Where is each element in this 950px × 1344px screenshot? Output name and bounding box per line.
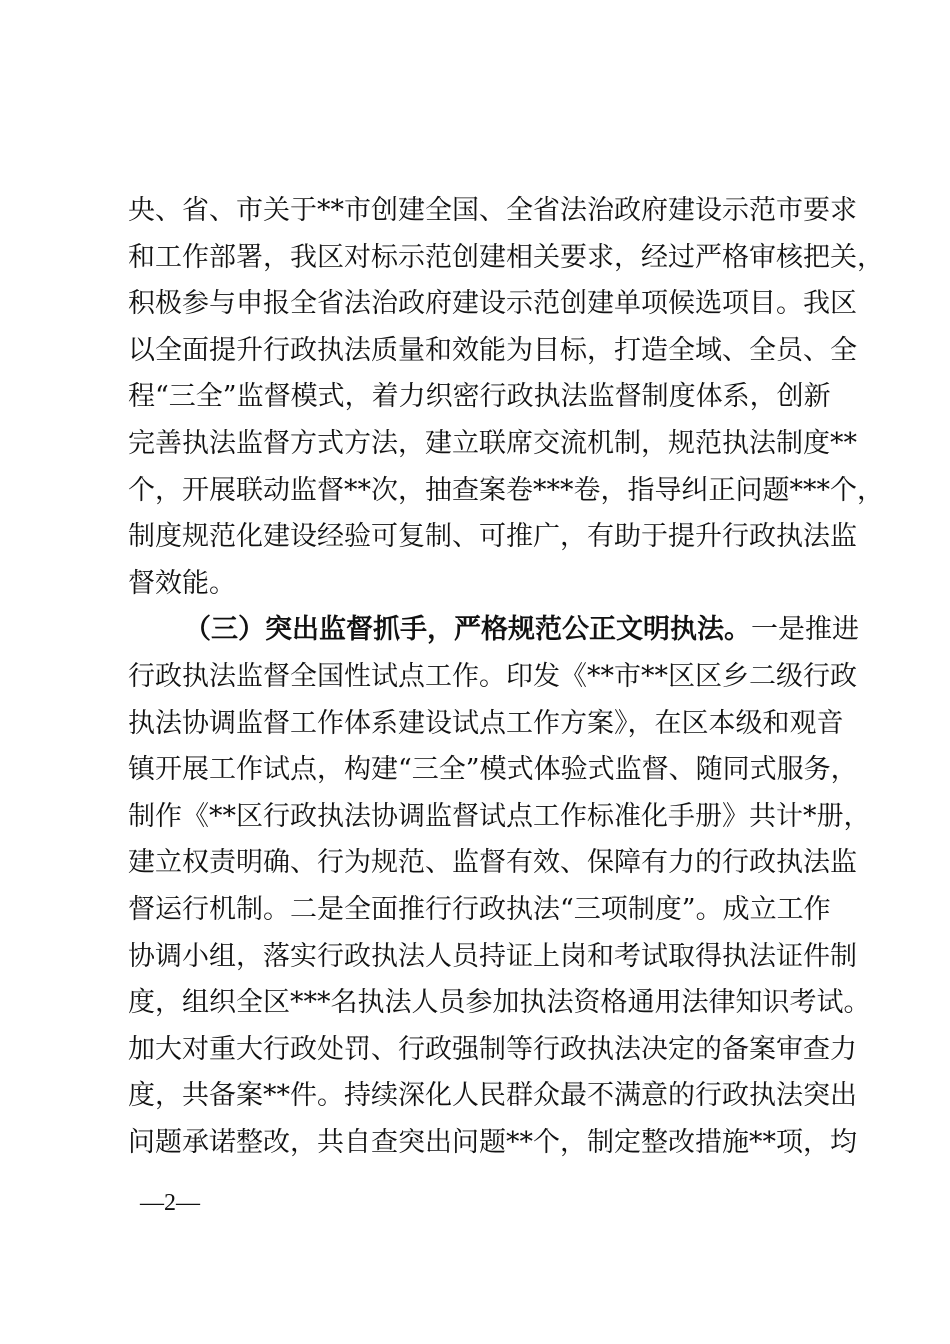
text-line: 协调小组，落实行政执法人员持证上岗和考试取得执法证件制 <box>128 940 857 972</box>
text-line: 镇开展工作试点，构建“三全”模式体验式监督、随同式服务， <box>128 754 858 786</box>
text-line: 央、省、市关于**市创建全国、全省法治政府建设示范市要求 <box>128 195 857 226</box>
text-line: 完善执法监督方式方法，建立联席交流机制，规范执法制度** <box>128 427 857 459</box>
text-line: 加大对重大行政处罚、行政强制等行政执法决定的备案审查力 <box>128 1033 857 1065</box>
text-line: 个，开展联动监督**次，抽查案卷***卷，指导纠正问题***个， <box>128 474 884 506</box>
text-line: 程“三全”监督模式，着力织密行政执法监督制度体系，创新 <box>128 381 831 413</box>
section-first-line <box>128 607 859 654</box>
page-number: —2— <box>140 1190 200 1216</box>
section-first-line-rest: 一是推进 <box>751 614 859 646</box>
text-line: 行政执法监督全国性试点工作。印发《**市**区区乡二级行政 <box>128 660 857 692</box>
text-line: 和工作部署，我区对标示范创建相关要求，经过严格审核把关， <box>128 241 884 273</box>
text-line: 以全面提升行政执法质量和效能为目标，打造全域、全员、全 <box>128 334 857 366</box>
text-line: 度，共备案**件。持续深化人民群众最不满意的行政执法突出 <box>128 1080 857 1112</box>
text-line: 建立权责明确、行为规范、监督有效、保障有力的行政执法监 <box>128 847 857 879</box>
text-line: 督效能。 <box>128 567 236 599</box>
text-line: 问题承诺整改，共自查突出问题**个，制定整改措施**项，均 <box>128 1126 857 1158</box>
text-line: 制度规范化建设经验可复制、可推广，有助于提升行政执法监 <box>128 521 857 553</box>
text-line: 制作《**区行政执法协调监督试点工作标准化手册》共计*册， <box>128 800 871 832</box>
body-text <box>128 188 884 1166</box>
text-line: 督运行机制。二是全面推行行政执法“三项制度”。成立工作 <box>128 893 831 925</box>
text-line: 度，组织全区***名执法人员参加执法资格通用法律知识考试。 <box>128 987 871 1019</box>
section-heading: （三）突出监督抓手，严格规范公正文明执法。 <box>184 614 751 646</box>
text-line: 积极参与申报全省法治政府建设示范创建单项候选项目。我区 <box>128 288 857 320</box>
text-line: 执法协调监督工作体系建设试点工作方案》，在区本级和观音 <box>128 707 844 739</box>
